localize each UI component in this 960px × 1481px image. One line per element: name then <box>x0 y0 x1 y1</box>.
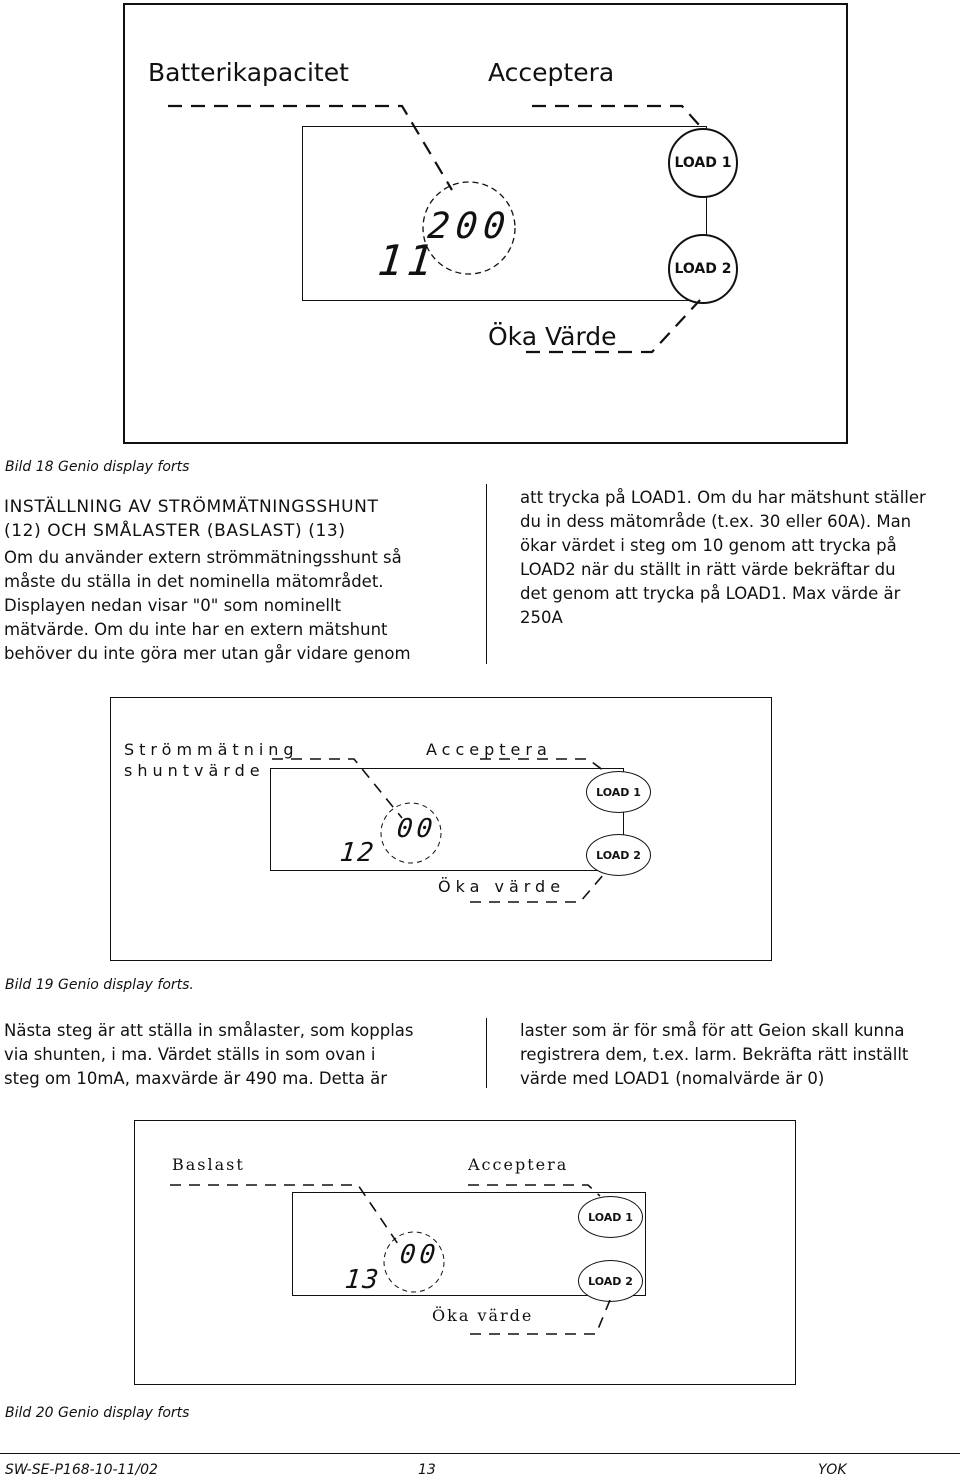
figure-19-caption: Bild 19 Genio display forts. <box>5 977 194 993</box>
figure-18-label-capacity: Batterikapacitet <box>148 58 349 87</box>
footer-brand: YOK <box>818 1462 847 1478</box>
figure-19-value-readout: 00 <box>395 814 438 844</box>
figure-18-value-readout: 200 <box>425 206 514 247</box>
section-1-right-line: att trycka på LOAD1. Om du har mätshunt ställer <box>520 488 926 507</box>
section-2-left-line: Nästa steg är att ställa in smålaster, som kopplas <box>4 1021 414 1040</box>
section-2-right-line: registrera dem, t.ex. larm. Bekräfta rätt inställt <box>520 1045 909 1064</box>
figure-20-load2-label: LOAD 2 <box>588 1274 633 1288</box>
footer-rule <box>0 1453 960 1454</box>
figure-20-label-accept: Acceptera <box>468 1155 569 1174</box>
footer-page-number: 13 <box>418 1462 436 1478</box>
figure-18-label-accept: Acceptera <box>488 58 615 87</box>
section-1-right-line: LOAD2 när du ställt in rätt värde bekräftar du <box>520 560 896 579</box>
figure-18-code-readout: 11 <box>375 236 440 285</box>
figure-19-load2-label: LOAD 2 <box>596 848 641 862</box>
figure-18-load2-label: LOAD 2 <box>674 261 732 277</box>
section-1-right-line: det genom att trycka på LOAD1. Max värde är <box>520 584 901 603</box>
figure-19-load1-label: LOAD 1 <box>596 785 641 799</box>
section-1-right-line: du in dess mätområde (t.ex. 30 eller 60A). Man <box>520 512 912 531</box>
section-1-left-line: behöver du inte göra mer utan går vidare genom <box>4 644 411 663</box>
section-2-left-line: via shunten, i ma. Värdet ställs in som ovan i <box>4 1045 376 1064</box>
figure-20-label-increase: Öka värde <box>432 1306 534 1325</box>
figure-20-load1-label: LOAD 1 <box>588 1210 633 1224</box>
section-1-left-line: Om du använder extern strömmätningsshunt så <box>4 548 402 567</box>
figure-20-value-readout: 00 <box>398 1240 441 1270</box>
figure-18-label-increase: Öka Värde <box>488 322 617 351</box>
section-1-right-line: ökar värdet i steg om 10 genom att trycka på <box>520 536 897 555</box>
footer-doc-id: SW-SE-P168-10-11/02 <box>5 1462 158 1478</box>
figure-19-label-line-2: shuntvärde <box>124 761 265 780</box>
section-2-right-line: laster som är för små för att Geion skall kunna <box>520 1021 905 1040</box>
figure-19-label-increase: Öka värde <box>438 877 566 896</box>
section-1-right-line: 250A <box>520 608 563 627</box>
figure-19-label-line-1: Strömmätning <box>124 740 299 759</box>
section-1-heading-line-2: (12) OCH SMÅLASTER (BASLAST) (13) <box>4 521 346 541</box>
section-1-left-line: måste du ställa in det nominella mätområdet. <box>4 572 384 591</box>
figure-20-code-readout: 13 <box>343 1265 382 1295</box>
figure-19-code-readout: 12 <box>338 838 377 868</box>
section-2-left-line: steg om 10mA, maxvärde är 490 ma. Detta är <box>4 1069 387 1088</box>
figure-19-label-accept: Acceptera <box>426 740 552 759</box>
figure-18-caption: Bild 18 Genio display forts <box>5 459 190 475</box>
figure-20-label-base: Baslast <box>172 1155 245 1174</box>
figure-20-caption: Bild 20 Genio display forts <box>5 1405 190 1421</box>
section-1-left-line: Displayen nedan visar "0" som nominellt <box>4 596 342 615</box>
section-1-left-line: mätvärde. Om du inte har en extern mätshunt <box>4 620 388 639</box>
section-2-right-line: värde med LOAD1 (nomalvärde är 0) <box>520 1069 825 1088</box>
figure-18-load1-label: LOAD 1 <box>674 155 732 171</box>
section-1-heading-line-1: INSTÄLLNING AV STRÖMMÄTNINGSSHUNT <box>4 497 379 517</box>
